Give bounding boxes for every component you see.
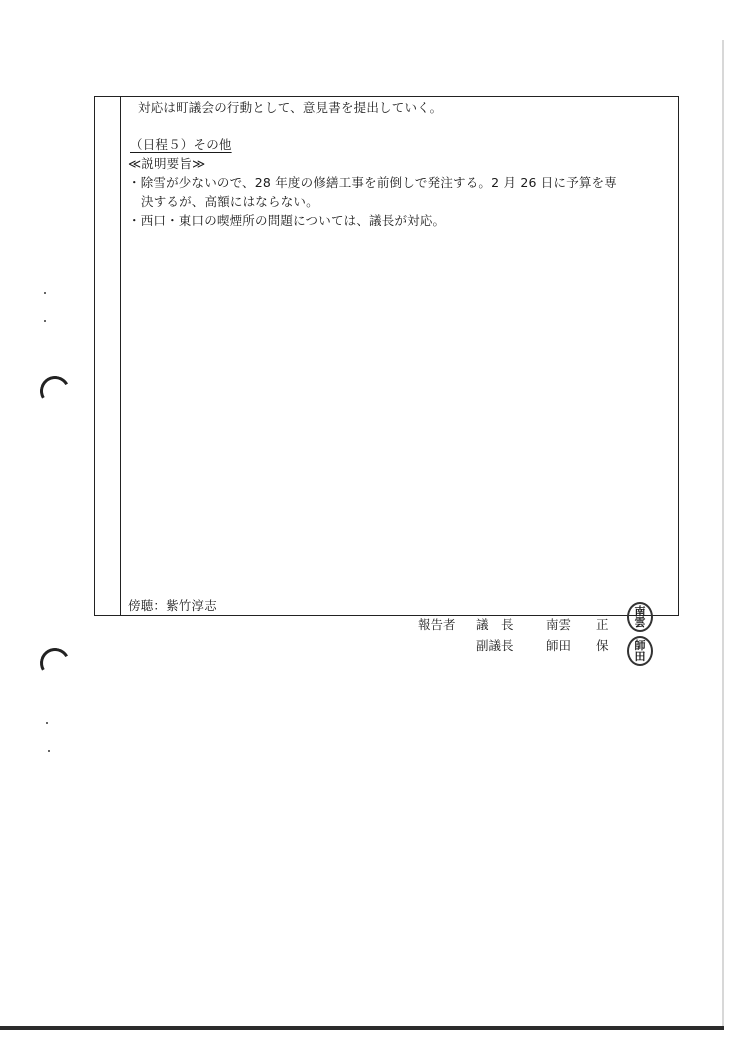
seal-stamp-1: 南 雲 — [627, 602, 653, 632]
observer-line: 傍聴：紫竹淳志 — [128, 598, 217, 613]
bullet-2: ・西口・東口の喫煙所の問題については、議長が対応。 — [128, 213, 446, 228]
section-heading: （日程５）その他 — [130, 137, 232, 152]
signer-2-name: 師田 保 — [546, 638, 609, 653]
table-column-divider — [120, 96, 121, 616]
page-right-edge — [722, 40, 724, 1028]
scan-speck — [44, 320, 46, 322]
report-table-frame — [94, 96, 679, 616]
punch-hole-top — [37, 373, 74, 410]
signer-1-name: 南雲 正 — [546, 617, 609, 632]
bullet-1-line-1: ・除雪が少ないので、28 年度の修繕工事を前倒しで発注する。2 月 26 日に予算を専 — [128, 175, 618, 190]
signer-1-role: 議 長 — [476, 617, 514, 632]
reporter-label: 報告者 — [418, 617, 456, 632]
scan-speck — [44, 292, 46, 294]
scan-speck — [48, 750, 50, 752]
seal-stamp-2: 師 田 — [627, 636, 653, 666]
response-line: 対応は町議会の行動として、意見書を提出していく。 — [138, 100, 443, 115]
bullet-1-line-2: 決するが、高額にはならない。 — [141, 194, 319, 209]
signer-2-role: 副議長 — [476, 638, 514, 653]
punch-hole-bottom — [37, 645, 74, 682]
page-bottom-edge — [0, 1026, 724, 1030]
summary-label: ≪説明要旨≫ — [128, 156, 206, 171]
scan-speck — [46, 722, 48, 724]
